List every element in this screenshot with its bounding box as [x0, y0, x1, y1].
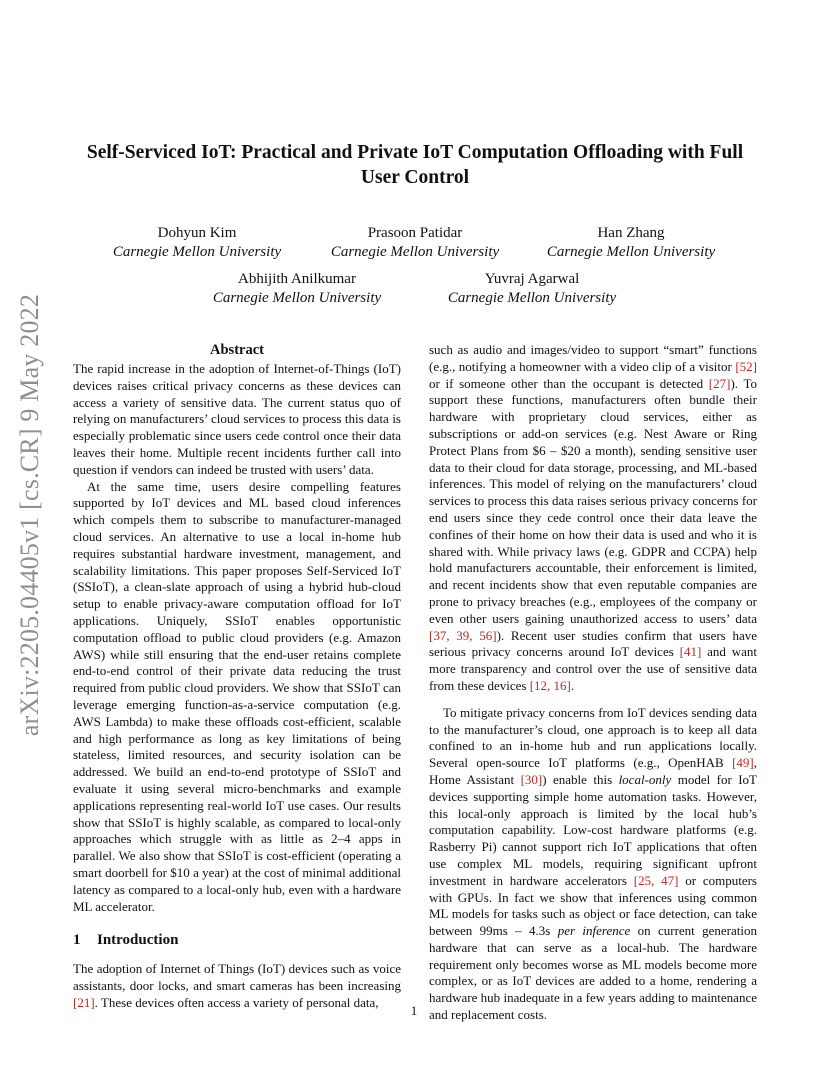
text-run: . These devices often access a variety of personal data, [94, 994, 379, 1010]
author-block [199, 270, 395, 308]
text-run: The adoption of Internet of Things (IoT) devices such as voice assistants, door locks, and smart cameras has been increasing [73, 961, 401, 994]
author-name: Han Zhang [597, 225, 665, 241]
text-run: or if someone other than the occupant is detected [429, 375, 709, 391]
abstract-paragraph: At the same time, users desire compelling features supported by IoT devices and ML based cloud inferences which compels them to subscribe to manufacturer-managed cloud services. An alternative to use a local in-home hub requires substantial hardware investment, management, and scalability limitations. This paper proposes Self-Serviced IoT (SSIoT), a clean-slate approach of using a hybrid hub-cloud setup to enable privacy-aware computation offload for IoT applications. Uniquely, SSIoT enables opportunistic computation offload to public cloud providers (e.g. Amazon AWS) while still ensuring that the end-user retains complete end-to-end control of their private data reducing the trust required from public cloud providers. We show that SSIoT can leverage emerging function-as-a-service computation (e.g. AWS Lambda) to make these offloads cost-efficient, scalable and high performance as long as key limitations of being stateless, limited resources, and security isolation can be addressed. We build an end-to-end prototype of SSIoT and evaluate it using several micro-benchmarks and example applications representing real-world IoT use cases. Our results show that SSIoT is highly scalable, as compared to local-only approaches which struggle with as little as 2–4 apps in parallel. We also show that SSIoT is cost-efficient (operating a smart doorbell for $10 a year) at the cost of minimal additional latency as compared to a local-only hub, even with a hardware ML accelerator. [73, 478, 401, 914]
paper-title: Self-Serviced IoT: Practical and Private IoT Computation Offloading with Full User Control [86, 142, 744, 188]
abstract-heading: Abstract [210, 342, 264, 358]
abstract-paragraph: The rapid increase in the adoption of Internet-of-Things (IoT) devices raises critical privacy concerns as these devices can access a variety of sensitive data. The current status quo of relying on manufacturers’ cloud services to process this data is especially problematic since users cede control once their data leaves their home. Multiple recent incidents further call into question if vendors can indeed be trusted with users’ data. [73, 361, 401, 477]
citation-link[interactable]: [30] [520, 771, 543, 787]
author-name: Prasoon Patidar [367, 225, 463, 241]
citation-link[interactable]: [12, 16] [529, 677, 571, 693]
text-run: on current generation hardware that can serve as a local-hub. The hardware requirement only becomes worse as ML models become more complex, or as IoT devices are added to a home, rendering a hardware hub inadequate in a few years adding to maintenance and replacement costs. [429, 923, 757, 1023]
section-title: Introduction [97, 932, 179, 949]
citation-link[interactable]: [52] [735, 358, 757, 374]
author-block [318, 224, 512, 262]
right-column [429, 342, 757, 1024]
citation-link[interactable]: [41] [679, 644, 702, 660]
body-paragraph [429, 705, 757, 1024]
citation-link[interactable]: [37, 39, 56] [429, 627, 497, 643]
author-block [100, 224, 294, 262]
left-column [73, 342, 401, 1012]
author-affiliation: Carnegie Mellon University [447, 290, 617, 306]
arxiv-sidebar [0, 285, 60, 745]
author-name: Abhijith Anilkumar [238, 271, 356, 287]
arxiv-identifier: arXiv:2205.04405v1 [cs.CR] 9 May 2022 [15, 293, 44, 737]
section-heading-introduction [73, 931, 401, 949]
section-number: 1 [73, 932, 81, 949]
author-block [534, 224, 728, 262]
text-run: or computers with GPUs. In fact we show that inferences using common ML models for tasks such as object or face detection, can take between 99ms – 4.3s [429, 872, 757, 939]
author-block [434, 270, 630, 308]
author-affiliation: Carnegie Mellon University [330, 244, 500, 260]
author-name: Yuvraj Agarwal [484, 271, 580, 287]
text-run: model for IoT devices supporting simple home automation tasks. However, this local-only approach is limited by the local hub’s computation capability. Low-cost hardware platforms (e.g. Rasberry Pi) cannot support rich IoT applications that often use complex ML models, requiring significant upfront investment in hardware accelerators [429, 771, 757, 888]
emphasis-text: per inference [557, 923, 631, 939]
author-affiliation: Carnegie Mellon University [212, 290, 382, 306]
text-run: ). Recent user studies confirm that users have serious privacy concerns around IoT devices [429, 627, 757, 660]
emphasis-text: local-only [618, 771, 672, 787]
page-number: 1 [410, 1003, 418, 1018]
citation-link[interactable]: [21] [73, 994, 95, 1010]
text-run: ) enable this [542, 771, 619, 787]
text-run: ). To support these functions, manufacturers often bundle their hardware with proprietary cloud services, either as subscriptions or add-on services (e.g. Nest Aware or Ring Protect Plans from $6 – $20 a month), sending sensitive user data to their cloud for data storage, processing, and ML-based inferences. This model of relying on the manufacturers’ cloud services to process this data raises serious privacy concerns for end users since they cede control once their data leave the confines of their home on how their data is used and who it is shared with. While privacy laws (e.g. GDPR and CCPA) help hold manufacturers accountable, their enforcement is limited, and recent incidents show that even reputable companies are prone to privacy breaches (e.g., employees of the company or even other users gaining unauthorized access to users’ data [429, 375, 757, 626]
citation-link[interactable]: [27] [708, 375, 731, 391]
text-run: To mitigate privacy concerns from IoT devices sending data to the manufacturer’s cloud, one approach is to keep all data confined to an in-home hub and run applications locally. Several open-source IoT platforms (e.g., OpenHAB [429, 704, 757, 771]
text-run: such as audio and images/video to support “smart” functions (e.g., notifying a homeowner with a video clip of a visitor [429, 342, 757, 374]
text-run: . [570, 677, 575, 693]
author-affiliation: Carnegie Mellon University [546, 244, 716, 260]
text-run: and want more transparency and control over the use of sensitive data from these devices [429, 644, 758, 693]
author-name: Dohyun Kim [157, 225, 237, 241]
citation-link[interactable]: [49] [732, 755, 754, 771]
text-run: , Home Assistant [429, 755, 757, 787]
body-paragraph [429, 342, 757, 695]
citation-link[interactable]: [25, 47] [633, 872, 679, 888]
author-affiliation: Carnegie Mellon University [112, 244, 282, 260]
